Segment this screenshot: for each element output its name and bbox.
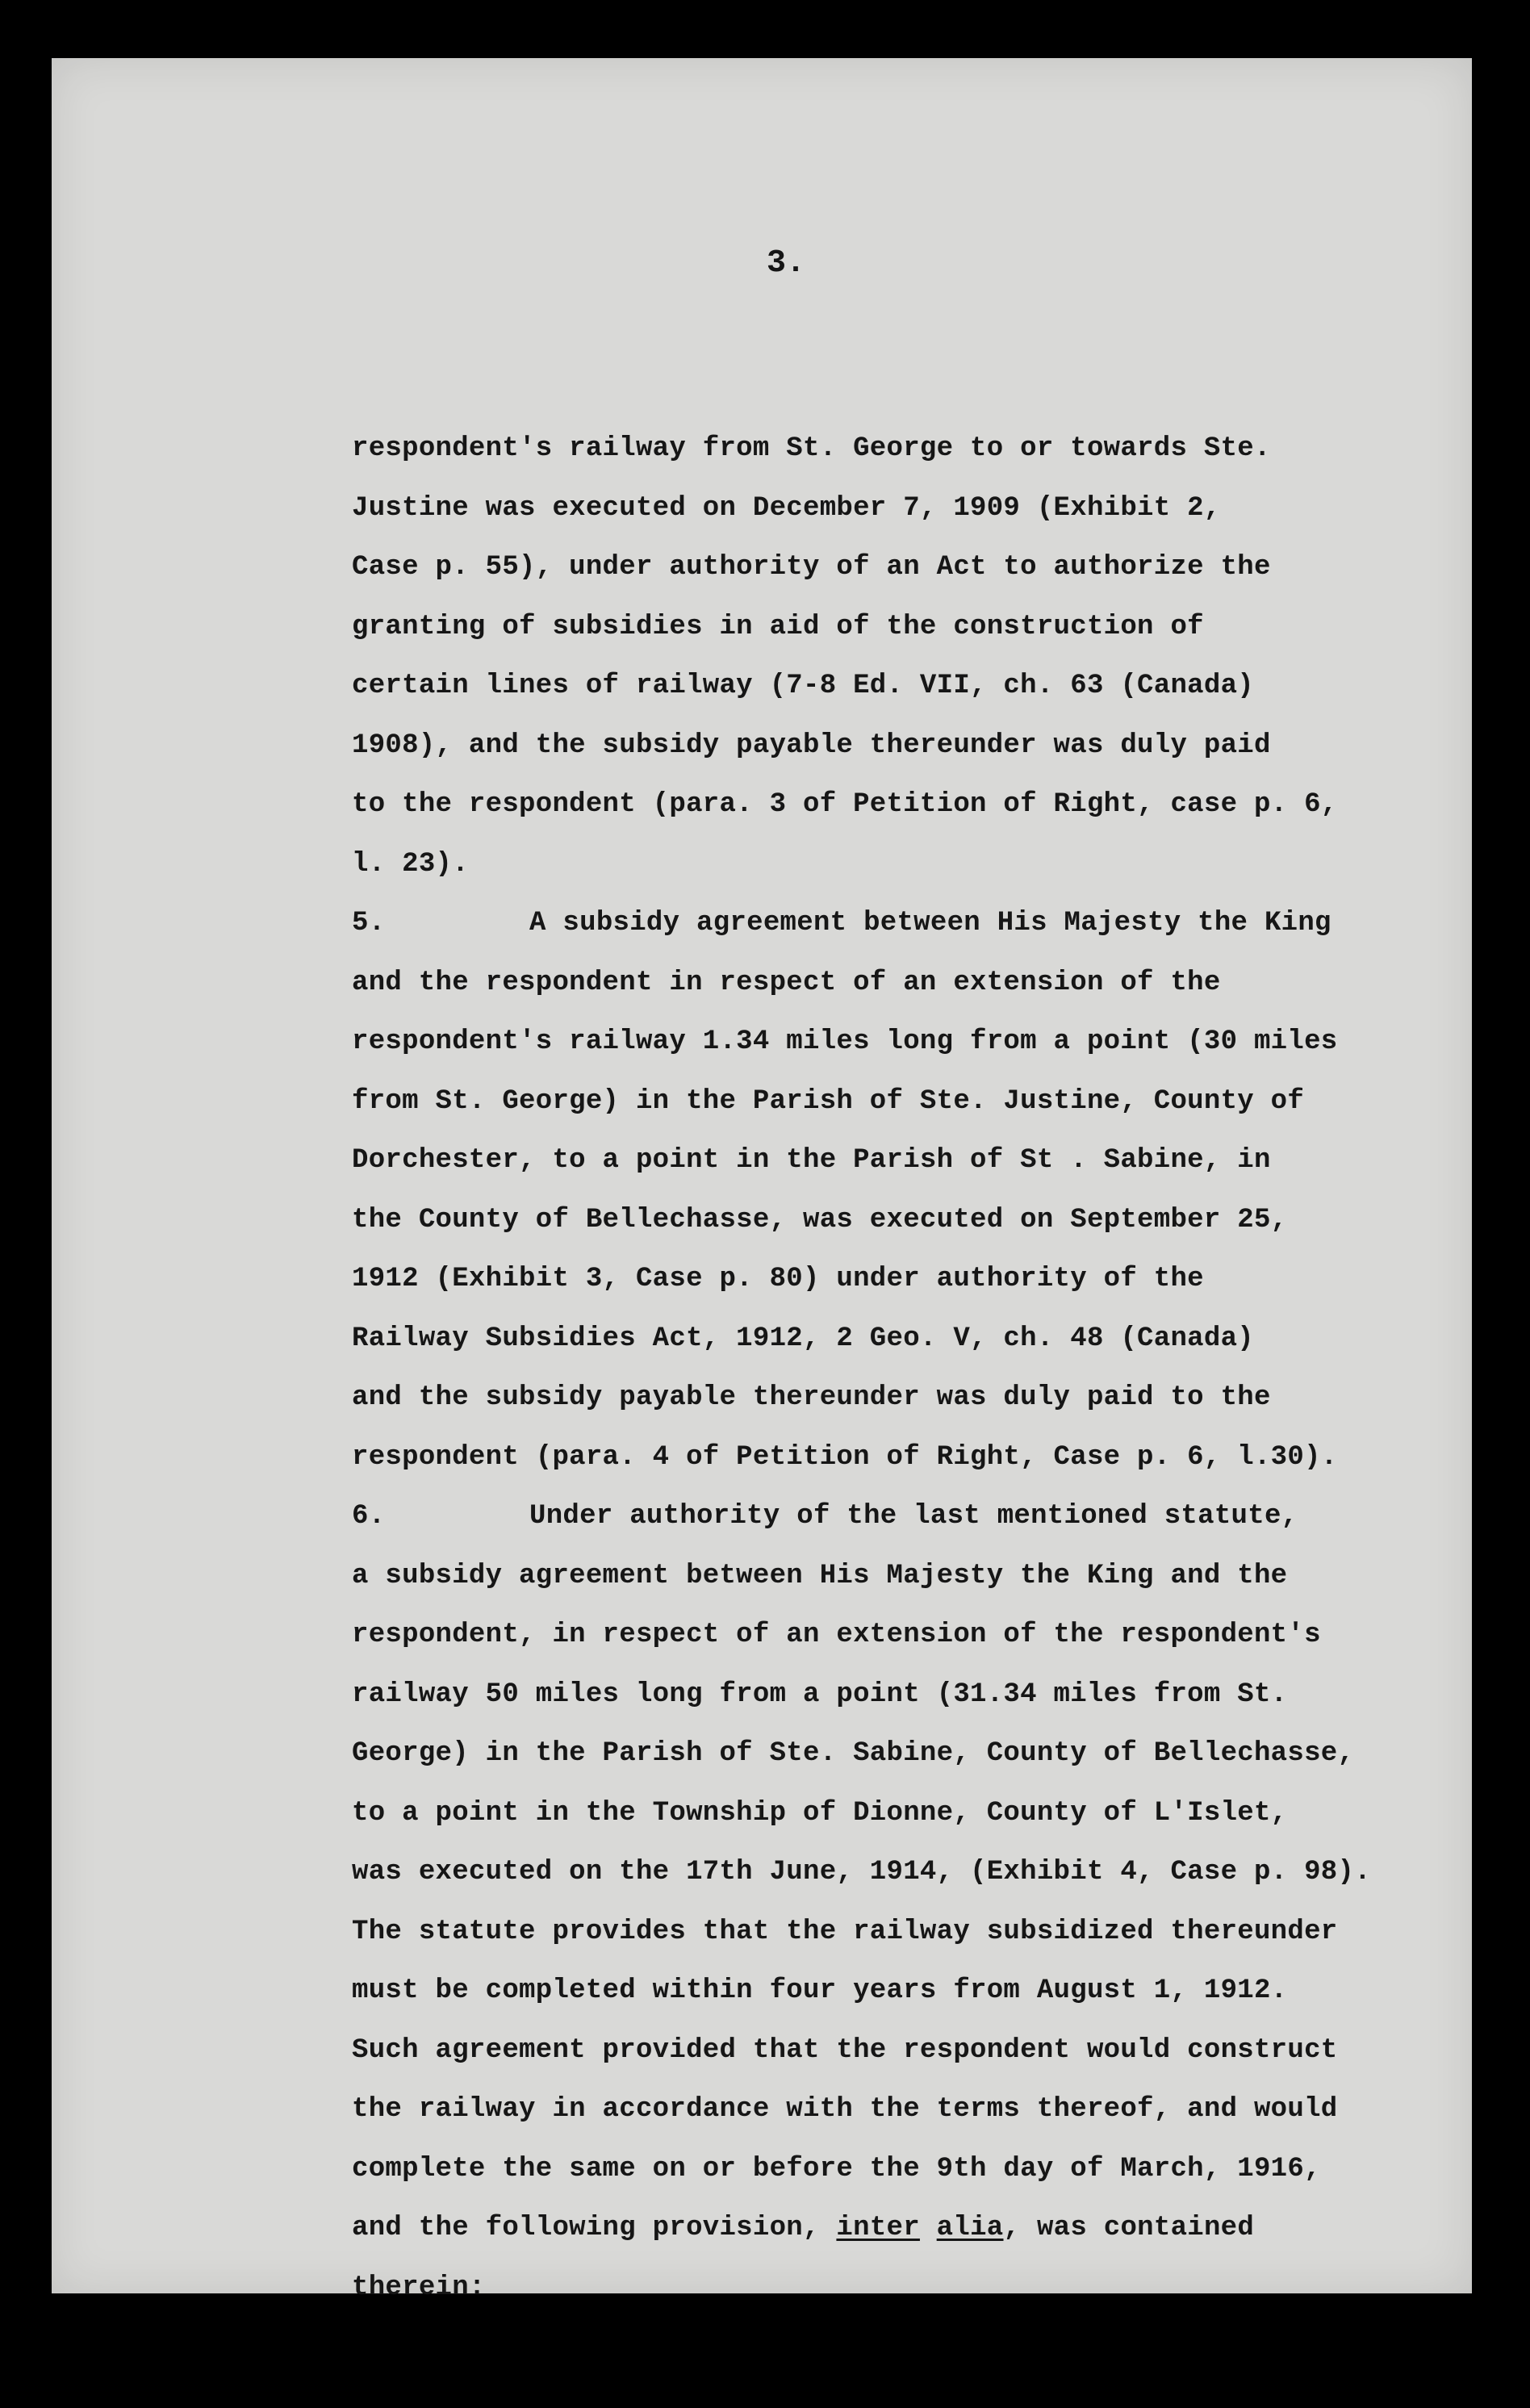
text-line: a subsidy agreement between His Majesty the King and the — [352, 1560, 1288, 1591]
text-line: to a point in the Township of Dionne, County of L'Islet, — [352, 1797, 1288, 1829]
text-line: Under authority of the last mentioned statute, — [529, 1501, 1298, 1532]
text-line: certain lines of railway (7-8 Ed. VII, ch. 63 (Canada) — [352, 671, 1254, 701]
text-line: Railway Subsidies Act, 1912, 2 Geo. V, ch. 48 (Canada) — [352, 1323, 1254, 1354]
text-line: must be completed within four years from August 1, 1912. — [352, 1975, 1288, 2006]
page-number: 3. — [766, 245, 805, 282]
paragraph-6-first-line — [352, 1487, 1482, 1547]
text-line: to the respondent (para. 3 of Petition of Right, case p. 6, — [352, 789, 1338, 820]
text-line: complete the same on or before the 9th day of March, 1916, — [352, 2153, 1321, 2184]
text-line: and the subsidy payable thereunder was duly paid to the — [352, 1382, 1271, 1413]
text-line: respondent's railway 1.34 miles long from a point (30 miles — [352, 1026, 1338, 1057]
paragraph-number: 6. — [352, 1501, 386, 1532]
text-line: Justine was executed on December 7, 1909 (Exhibit 2, — [352, 492, 1221, 524]
underlined-term: inter — [836, 2213, 920, 2243]
text-line: A subsidy agreement between His Majesty the King — [529, 908, 1331, 939]
text-line: The statute provides that the railway subsidized thereunder — [352, 1916, 1338, 1947]
text-line: Such agreement provided that the respondent would construct — [352, 2034, 1338, 2066]
text-line: 1908), and the subsidy payable thereunder was duly paid — [352, 730, 1271, 761]
text-line: respondent (para. 4 of Petition of Right, Case p. 6, l.30). — [352, 1441, 1338, 1473]
text-line: Case p. 55), under authority of an Act to authorize the — [352, 552, 1271, 583]
text-line: therein: — [352, 2272, 486, 2303]
text-line: granting of subsidies in aid of the construction of — [352, 611, 1204, 642]
text-line-with-emphasis — [352, 2199, 1482, 2259]
text-line: railway 50 miles long from a point (31.34 miles from St. — [352, 1678, 1288, 1710]
underlined-term: alia — [936, 2213, 1004, 2243]
comma: , — [1003, 2213, 1021, 2243]
text-line: respondent, in respect of an extension of the respondent's — [352, 1620, 1321, 1650]
body-text — [352, 420, 1482, 2318]
text-line: the County of Bellechasse, was executed on September 25, — [352, 1204, 1288, 1235]
text-line: from St. George) in the Parish of Ste. Justine, County of — [352, 1085, 1305, 1117]
paragraph-5-first-line — [352, 894, 1482, 954]
text-line: and the respondent in respect of an extension of the — [352, 967, 1221, 998]
text-segment: was contained — [1036, 2213, 1255, 2243]
text-line: 1912 (Exhibit 3, Case p. 80) under authority of the — [352, 1264, 1204, 1294]
text-line: was executed on the 17th June, 1914, (Exhibit 4, Case p. 98). — [352, 1857, 1371, 1888]
text-line: l. 23). — [352, 848, 469, 880]
paragraph-number: 5. — [352, 908, 386, 939]
text-line: the railway in accordance with the terms thereof, and would — [352, 2094, 1338, 2125]
text-line: George) in the Parish of Ste. Sabine, County of Bellechasse, — [352, 1738, 1355, 1769]
text-segment: and the following provision, — [352, 2213, 820, 2243]
text-line: Dorchester, to a point in the Parish of St . Sabine, in — [352, 1145, 1271, 1176]
text-line: respondent's railway from St. George to or towards Ste. — [352, 433, 1271, 464]
document-page — [52, 58, 1472, 2303]
